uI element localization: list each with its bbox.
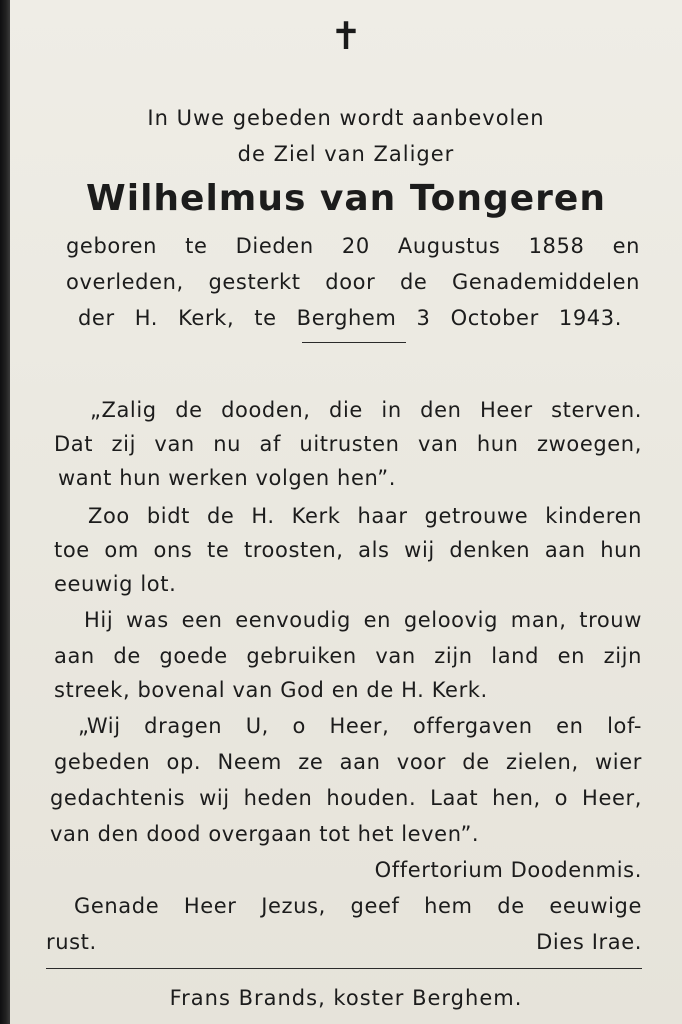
scripture-line-1: „Zalig de dooden, die in den Heer sterven. <box>90 398 642 422</box>
cross-icon: ✝ <box>330 14 362 58</box>
offertory-line-4: van den dood overgaan tot het leven”. <box>50 822 480 846</box>
offertory-line-2: gebeden op. Neem ze aan voor de zielen, wier <box>54 750 642 774</box>
character-line-3: streek, bovenal van God en de H. Kerk. <box>54 678 488 702</box>
church-line-1: Zoo bidt de H. Kerk haar getrouwe kinderen <box>88 504 642 528</box>
offertory-line-1: „Wij dragen U, o Heer, offergaven en lof- <box>78 714 642 738</box>
printer-credit: Frans Brands, koster Berghem. <box>169 986 523 1010</box>
character-line-2: aan de goede gebruiken van zijn land en zijn <box>54 644 642 668</box>
church-line-3: eeuwig lot. <box>54 572 177 596</box>
long-divider <box>46 968 642 969</box>
offertory-line-3: gedachtenis wij heden houden. Laat hen, o Heer, <box>50 786 642 810</box>
intro-line-1: In Uwe gebeden wordt aanbevolen <box>147 106 545 130</box>
prayer-line-2: rust. <box>46 930 97 954</box>
character-line-1: Hij was een eenvoudig en geloovig man, trouw <box>84 608 642 632</box>
scripture-line-2: Dat zij van nu af uitrusten van hun zwoegen, <box>54 432 642 456</box>
life-line-3: der H. Kerk, te Berghem 3 October 1943. <box>78 306 622 330</box>
deceased-name: Wilhelmus van Tongeren <box>86 178 606 219</box>
prayer-source: Dies Irae. <box>536 930 642 954</box>
card-dark-edge <box>0 0 10 1024</box>
short-divider <box>302 342 406 343</box>
life-line-1: geboren te Dieden 20 Augustus 1858 en <box>66 234 640 258</box>
offertory-source: Offertorium Doodenmis. <box>374 858 642 882</box>
memorial-card <box>10 0 682 1024</box>
church-line-2: toe om ons te troosten, als wij denken aan hun <box>54 538 642 562</box>
scripture-line-3: want hun werken volgen hen”. <box>58 466 397 490</box>
prayer-line-1: Genade Heer Jezus, geef hem de eeuwige <box>74 894 642 918</box>
intro-line-2: de Ziel van Zaliger <box>237 142 455 166</box>
life-line-2: overleden, gesterkt door de Genademiddelen <box>66 270 640 294</box>
